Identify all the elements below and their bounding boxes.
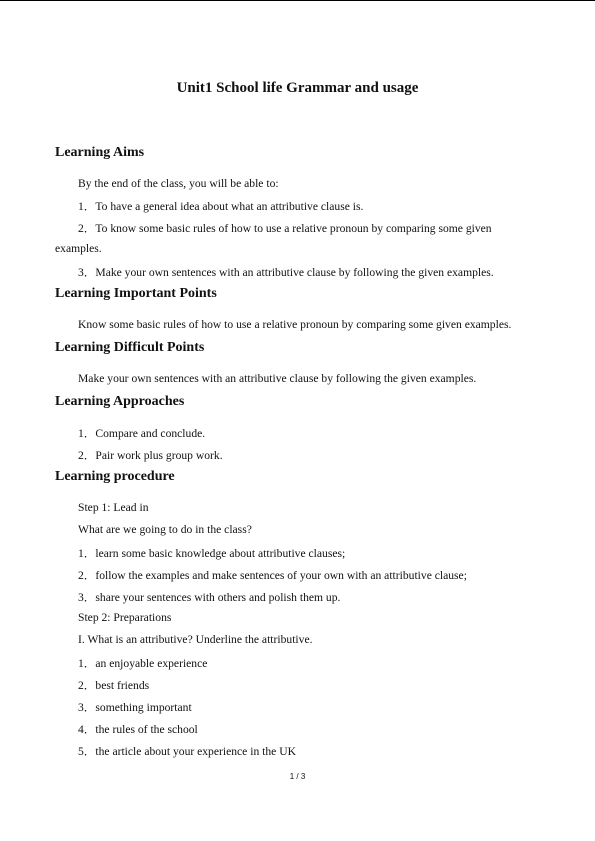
procedure-item-3: 3．share your sentences with others and polish them up.: [78, 591, 341, 604]
heading-learning-procedure: Learning procedure: [55, 469, 175, 484]
heading-difficult-points: Learning Difficult Points: [55, 340, 205, 355]
aims-item-2-continued: examples.: [55, 242, 102, 255]
attributive-task: I. What is an attributive? Underline the attributive.: [78, 633, 313, 646]
procedure-item-1: 1．learn some basic knowledge about attributive clauses;: [78, 547, 346, 560]
procedure-item-2: 2．follow the examples and make sentences of your own with an attributive clause;: [78, 569, 467, 582]
procedure-question: What are we going to do in the class?: [78, 523, 252, 536]
step-2-label: Step 2: Preparations: [78, 611, 172, 624]
example-3: 3．something important: [78, 701, 192, 714]
aims-item-2: 2．To know some basic rules of how to use a relative pronoun by comparing some given: [78, 222, 492, 235]
example-1: 1．an enjoyable experience: [78, 657, 208, 670]
aims-item-3: 3．Make your own sentences with an attributive clause by following the given examples.: [78, 266, 494, 279]
step-1-label: Step 1: Lead in: [78, 501, 149, 514]
page-title: Unit1 School life Grammar and usage: [176, 80, 419, 96]
approaches-item-2: 2．Pair work plus group work.: [78, 449, 223, 462]
example-2: 2．best friends: [78, 679, 150, 692]
approaches-item-1: 1．Compare and conclude.: [78, 427, 206, 440]
aims-item-1: 1．To have a general idea about what an attributive clause is.: [78, 200, 364, 213]
page-number: 1 / 3: [289, 772, 306, 781]
important-points-text: Know some basic rules of how to use a relative pronoun by comparing some given examples.: [78, 318, 512, 331]
example-5: 5．the article about your experience in the UK: [78, 745, 296, 758]
heading-learning-approaches: Learning Approaches: [55, 394, 185, 409]
heading-important-points: Learning Important Points: [55, 286, 217, 301]
example-4: 4．the rules of the school: [78, 723, 198, 736]
aims-intro: By the end of the class, you will be able to:: [78, 177, 279, 190]
header-rule: [0, 0, 595, 1]
difficult-points-text: Make your own sentences with an attributive clause by following the given examples.: [78, 372, 477, 385]
heading-learning-aims: Learning Aims: [55, 145, 145, 160]
